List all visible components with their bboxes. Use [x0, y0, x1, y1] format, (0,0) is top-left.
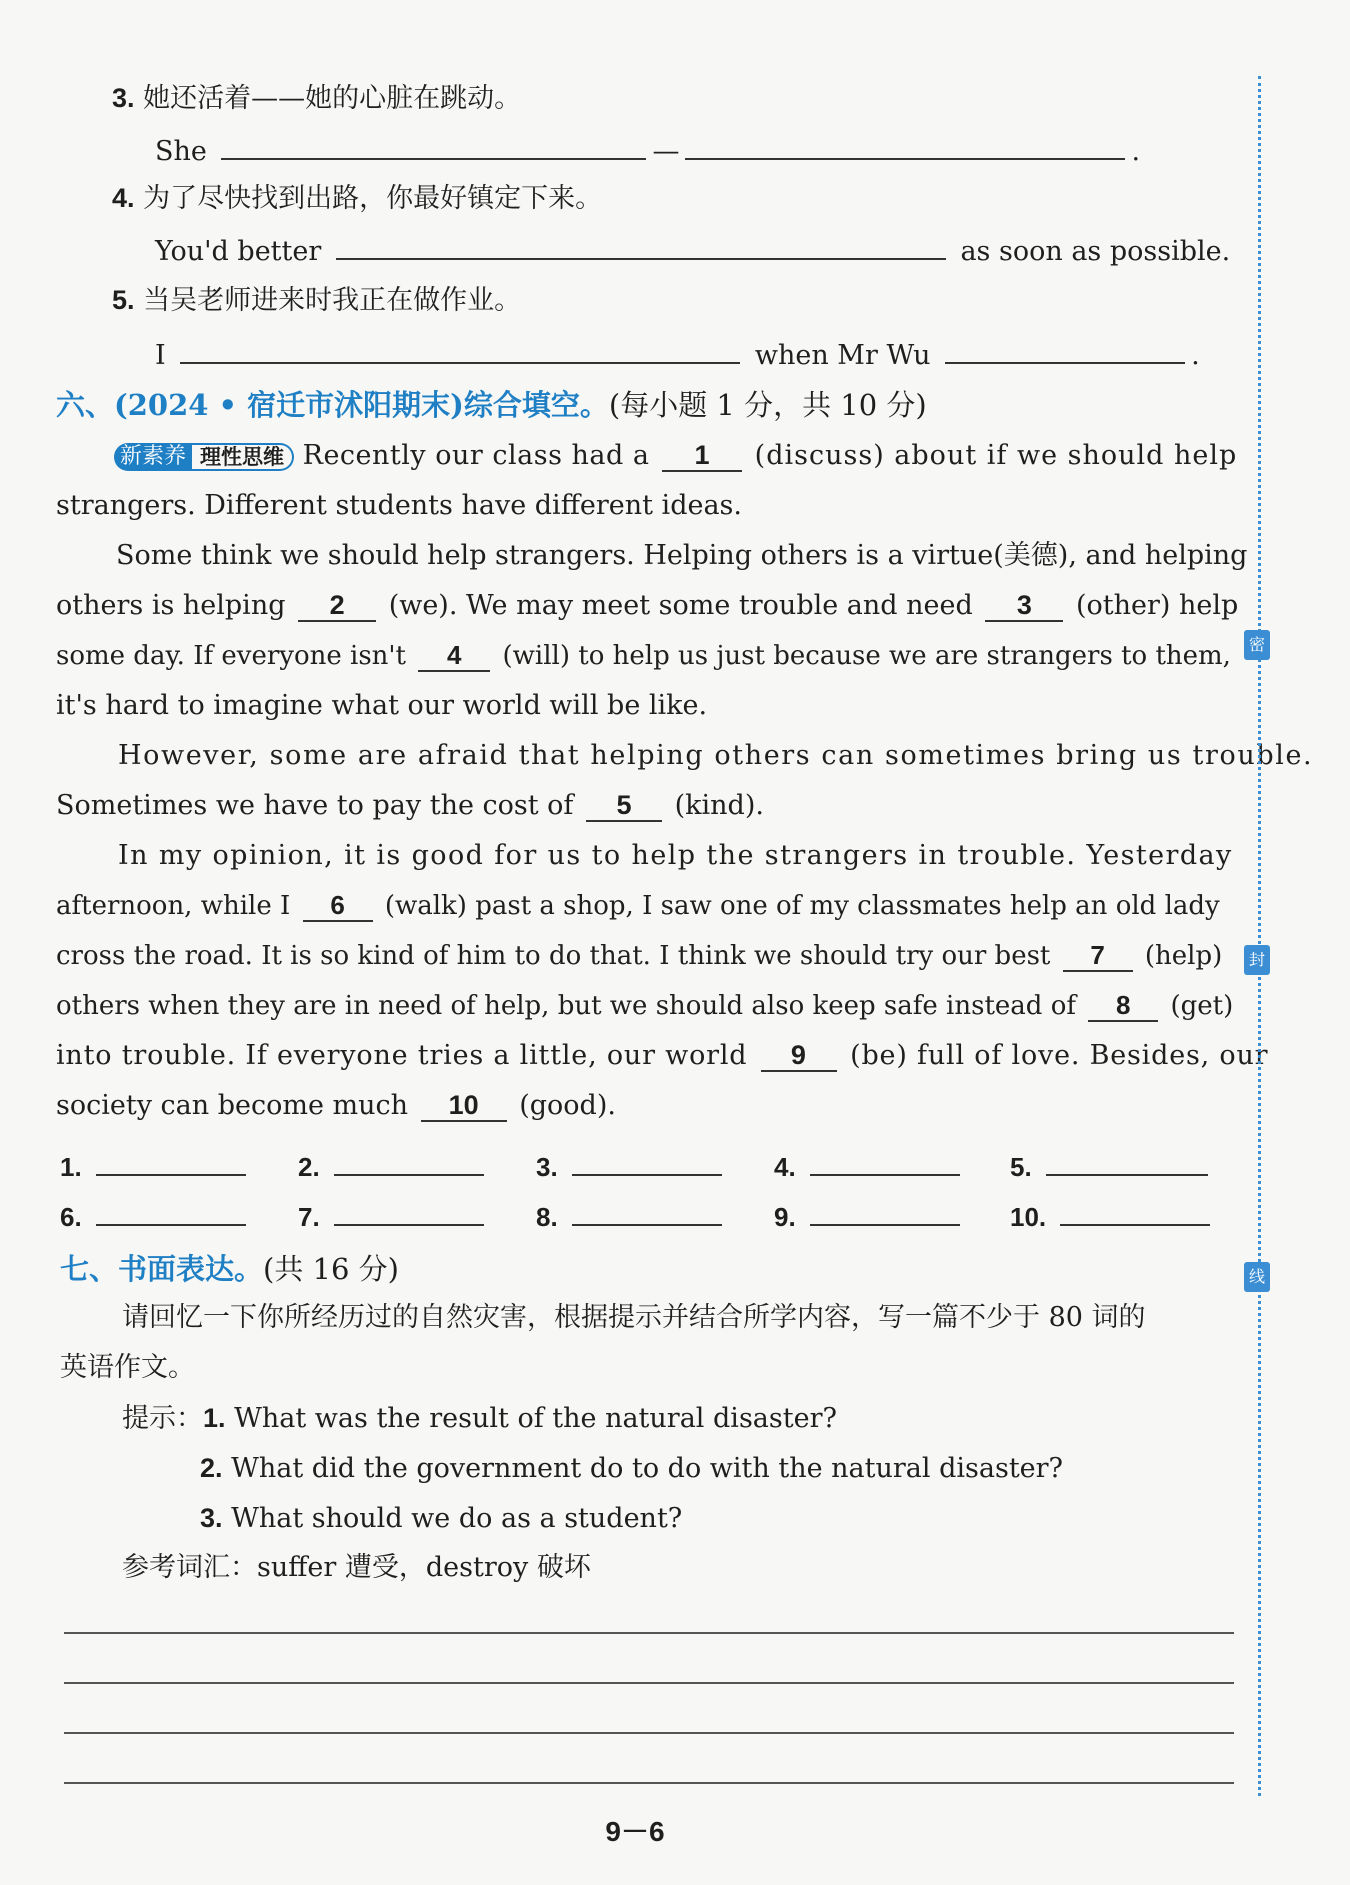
page-number: 9－6 [605, 1816, 665, 1847]
cloze-blank-9[interactable]: 9 [761, 1040, 837, 1072]
cloze-blank-7[interactable]: 7 [1063, 940, 1133, 972]
cloze-blank-2[interactable]: 2 [298, 590, 376, 622]
cloze-blank-8[interactable]: 8 [1088, 990, 1158, 1022]
q5-blank-2[interactable] [945, 334, 1185, 364]
section7-instruction-2: 英语作文。 [60, 1352, 195, 1383]
binding-dotted-line [1258, 76, 1261, 1796]
hint-1: 提示：1. What was the result of the natural disaster? [122, 1403, 837, 1434]
cloze-line-7: However, some are afraid that helping others can sometimes bring us trouble. [118, 740, 1314, 771]
new-literacy-badge: 新素养 [114, 443, 192, 471]
q5-blank-1[interactable] [180, 334, 740, 364]
answer-item[interactable]: 2. [298, 1148, 484, 1183]
q5-chinese: 5. 当吴老师进来时我正在做作业。 [112, 285, 522, 316]
writing-line[interactable] [64, 1782, 1234, 1784]
rational-thinking-badge: 理性思维 [192, 443, 294, 471]
section7-title: 七、书面表达。(共 16 分) [60, 1252, 399, 1286]
seal-mark-xian: 线 [1244, 1262, 1270, 1292]
answer-item[interactable]: 10. [1010, 1198, 1210, 1233]
cloze-line-4: others is helping 2 (we). We may meet some trouble and need 3 (other) help [56, 590, 1239, 621]
section7-instruction-1: 请回忆一下你所经历过的自然灾害，根据提示并结合所学内容，写一篇不少于 80 词的 [122, 1302, 1146, 1333]
writing-line[interactable] [64, 1732, 1234, 1734]
q5-english: I when Mr Wu . [155, 334, 1200, 374]
cloze-blank-3[interactable]: 3 [985, 590, 1063, 622]
answer-item[interactable]: 1. [60, 1148, 246, 1183]
cloze-line-8: Sometimes we have to pay the cost of 5 (kind). [56, 790, 764, 821]
hint-2: 2. What did the government do to do with the natural disaster? [200, 1453, 1064, 1484]
cloze-line-14: society can become much 10 (good). [56, 1090, 616, 1121]
cloze-line-10: afternoon, while I 6 (walk) past a shop, I saw one of my classmates help an old lady [56, 890, 1220, 921]
writing-line[interactable] [64, 1632, 1234, 1634]
cloze-line-12: others when they are in need of help, but we should also keep safe instead of 8 (get) [56, 990, 1234, 1021]
cloze-blank-6[interactable]: 6 [303, 890, 373, 922]
answer-item[interactable]: 4. [774, 1148, 960, 1183]
answer-item[interactable]: 5. [1010, 1148, 1208, 1183]
seal-mark-mi: 密 [1244, 630, 1270, 660]
hint-3: 3. What should we do as a student? [200, 1503, 683, 1534]
cloze-blank-10[interactable]: 10 [421, 1090, 507, 1122]
q3-blank-1[interactable] [221, 130, 646, 160]
q4-chinese: 4. 为了尽快找到出路，你最好镇定下来。 [112, 183, 603, 214]
cloze-line-11: cross the road. It is so kind of him to do that. I think we should try our best 7 (help) [56, 940, 1223, 971]
cloze-blank-1[interactable]: 1 [662, 440, 742, 472]
cloze-line-3: Some think we should help strangers. Helping others is a virtue(美德), and helping [116, 540, 1248, 571]
vocabulary-hint: 参考词汇：suffer 遭受，destroy 破坏 [122, 1552, 591, 1583]
answer-row-2 [60, 1198, 1240, 1238]
q3-blank-2[interactable] [685, 130, 1125, 160]
section6-title: 六、(2024 • 宿迁市沭阳期末)综合填空。(每小题 1 分，共 10 分) [56, 388, 927, 422]
cloze-blank-5[interactable]: 5 [586, 790, 662, 822]
q4-english: You'd better as soon as possible. [155, 230, 1230, 270]
cloze-line-13: into trouble. If everyone tries a little, our world 9 (be) full of love. Besides, our [56, 1040, 1269, 1071]
answer-item[interactable]: 8. [536, 1198, 722, 1233]
cloze-line-1: 新素养 理性思维 Recently our class had a 1 (discuss) about if we should help [114, 438, 1237, 474]
writing-line[interactable] [64, 1682, 1234, 1684]
cloze-line-2: strangers. Different students have different ideas. [56, 490, 742, 521]
answer-item[interactable]: 6. [60, 1198, 246, 1233]
answer-item[interactable]: 3. [536, 1148, 722, 1183]
cloze-line-6: it's hard to imagine what our world will be like. [56, 690, 708, 721]
q4-blank[interactable] [336, 230, 946, 260]
cloze-blank-4[interactable]: 4 [418, 640, 490, 672]
q3-chinese: 3. 她还活着——她的心脏在跳动。 [112, 83, 522, 114]
cloze-line-5: some day. If everyone isn't 4 (will) to help us just because we are strangers to them, [56, 640, 1231, 671]
cloze-line-9: In my opinion, it is good for us to help the strangers in trouble. Yesterday [118, 840, 1233, 871]
answer-row-1 [60, 1148, 1240, 1188]
seal-mark-feng: 封 [1244, 945, 1270, 975]
q3-english: She — . [155, 130, 1140, 170]
answer-item[interactable]: 7. [298, 1198, 484, 1233]
answer-item[interactable]: 9. [774, 1198, 960, 1233]
